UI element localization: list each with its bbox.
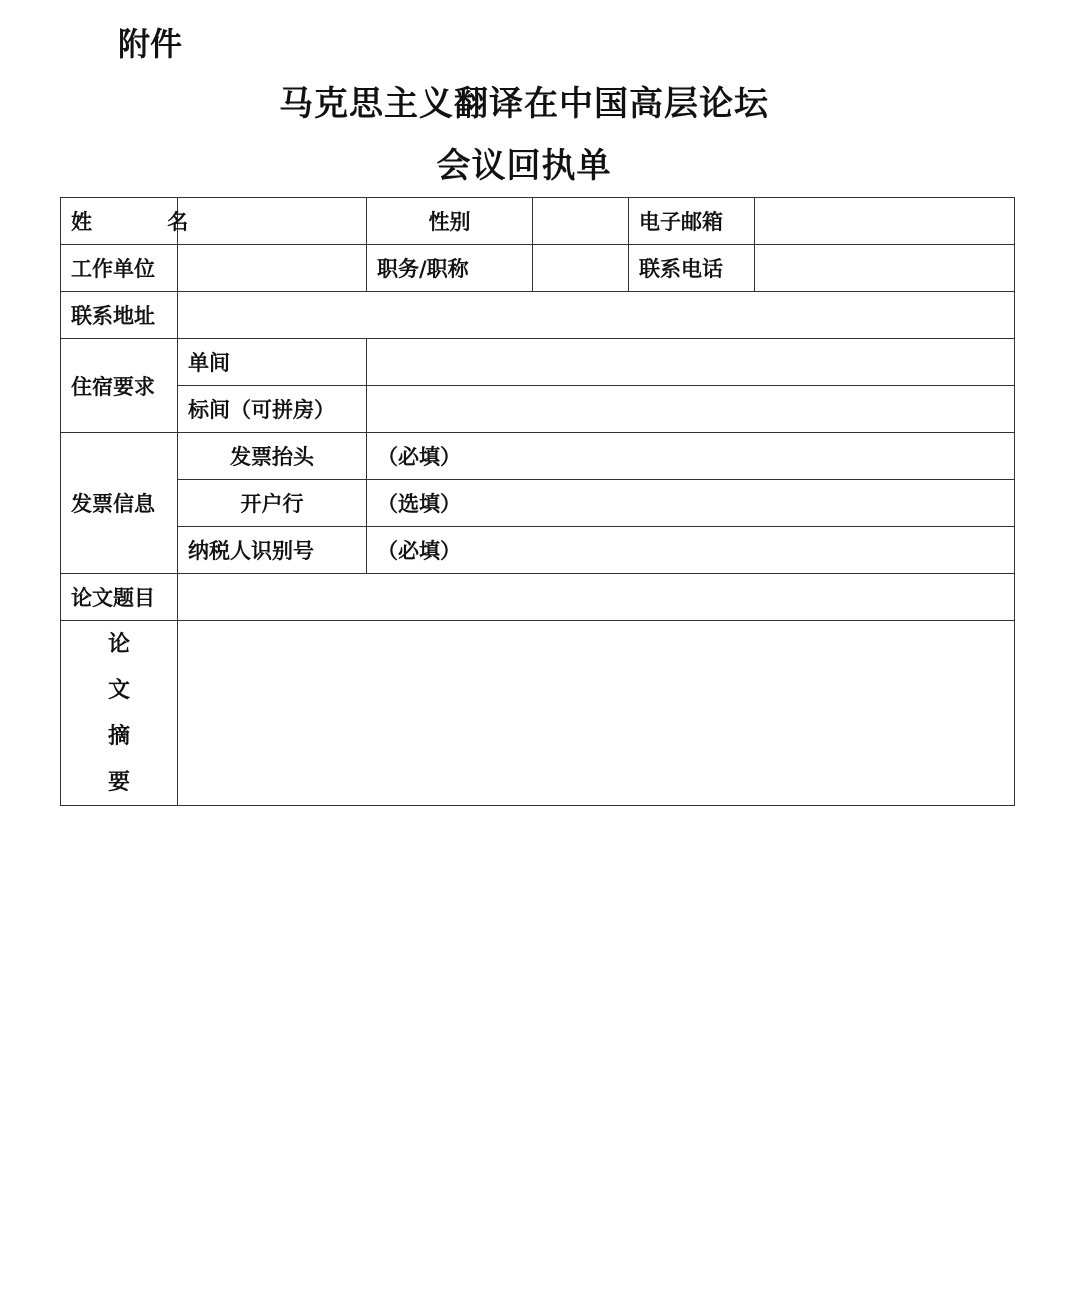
row-paper-title bbox=[61, 574, 1015, 621]
row-bank bbox=[61, 480, 1015, 527]
form-subtitle: 会议回执单 bbox=[436, 146, 612, 186]
invoice-title-field[interactable]: （必填） bbox=[367, 433, 1015, 480]
bank-label: 开户行 bbox=[178, 480, 367, 527]
lodging-label: 住宿要求 bbox=[61, 339, 178, 433]
paper-title-label: 论文题目 bbox=[61, 574, 178, 621]
lodging-twin-field[interactable] bbox=[367, 386, 1015, 433]
position-field[interactable] bbox=[533, 245, 629, 292]
lodging-twin-label: 标间（可拼房） bbox=[178, 386, 367, 433]
abstract-field[interactable] bbox=[178, 621, 1015, 806]
row-abstract bbox=[61, 621, 1015, 806]
gender-field[interactable] bbox=[533, 198, 629, 245]
email-label: 电子邮箱 bbox=[629, 198, 755, 245]
email-field[interactable] bbox=[755, 198, 1015, 245]
paper-title-field[interactable] bbox=[178, 574, 1015, 621]
gender-label: 性别 bbox=[367, 198, 533, 245]
invoice-title-label: 发票抬头 bbox=[178, 433, 367, 480]
row-taxpayer bbox=[61, 527, 1015, 574]
abstract-label: 论文摘要 bbox=[107, 631, 130, 795]
bank-field[interactable]: （选填） bbox=[367, 480, 1015, 527]
form-title: 马克思主义翻译在中国高层论坛 bbox=[279, 84, 769, 124]
position-label: 职务/职称 bbox=[367, 245, 533, 292]
invoice-label: 发票信息 bbox=[61, 433, 178, 574]
taxpayer-id-label: 纳税人识别号 bbox=[178, 527, 367, 574]
row-name bbox=[61, 198, 1015, 245]
address-field[interactable] bbox=[178, 292, 1015, 339]
phone-label: 联系电话 bbox=[629, 245, 755, 292]
work-unit-label: 工作单位 bbox=[61, 245, 178, 292]
lodging-single-field[interactable] bbox=[367, 339, 1015, 386]
attachment-label: 附件 bbox=[118, 25, 183, 63]
row-invoice-title bbox=[61, 433, 1015, 480]
row-address bbox=[61, 292, 1015, 339]
row-work-unit bbox=[61, 245, 1015, 292]
address-label: 联系地址 bbox=[61, 292, 178, 339]
lodging-single-label: 单间 bbox=[178, 339, 367, 386]
taxpayer-id-field[interactable]: （必填） bbox=[367, 527, 1015, 574]
row-lodging-twin bbox=[61, 386, 1015, 433]
abstract-label-cell bbox=[61, 621, 178, 806]
name-label: 姓 名 bbox=[61, 198, 178, 245]
row-lodging-single bbox=[61, 339, 1015, 386]
registration-form-table bbox=[60, 197, 1015, 806]
phone-field[interactable] bbox=[755, 245, 1015, 292]
work-unit-field[interactable] bbox=[178, 245, 367, 292]
